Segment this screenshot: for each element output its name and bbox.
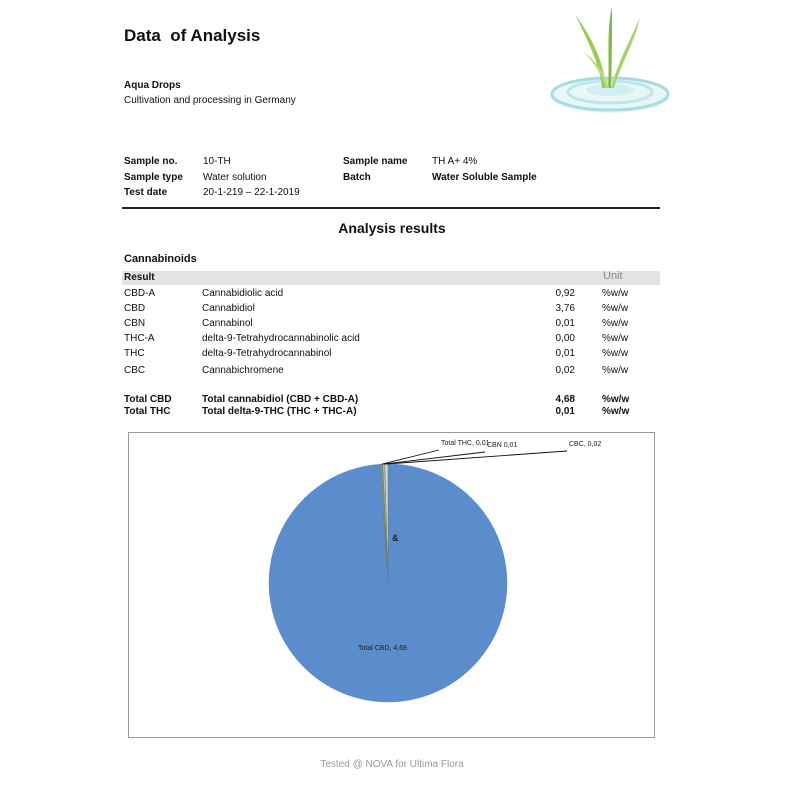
company-subtitle: Cultivation and processing in Germany xyxy=(124,95,296,106)
batch-label: Batch xyxy=(343,172,371,183)
row-unit: %w/w xyxy=(602,318,629,329)
row-abbr: CBN xyxy=(124,318,146,329)
sample-no-label: Sample no. xyxy=(124,156,178,167)
sample-type-value: Water solution xyxy=(203,172,267,183)
sample-name-value: TH A+ 4% xyxy=(432,156,478,167)
table-row xyxy=(0,318,800,333)
footer-text: Tested @ NOVA for Ultima Flora xyxy=(320,759,464,770)
row-name: Cannabidiol xyxy=(202,303,255,314)
table-row xyxy=(0,365,800,380)
table-row xyxy=(0,333,800,348)
row-abbr: CBD xyxy=(124,303,146,314)
row-unit: %w/w xyxy=(602,303,629,314)
row-unit: %w/w xyxy=(602,365,629,376)
analysis-title: Analysis results xyxy=(338,220,446,236)
sample-no-value: 10-TH xyxy=(203,156,231,167)
test-date-label: Test date xyxy=(124,187,168,198)
batch-value: Water Soluble Sample xyxy=(432,172,537,183)
aqua-drops-logo-icon xyxy=(548,4,678,119)
total-value: 0,01 xyxy=(555,406,575,417)
row-unit: %w/w xyxy=(602,333,629,344)
sample-name-label: Sample name xyxy=(343,156,408,167)
data-label-total-thc: Total THC, 0,01 xyxy=(441,440,490,447)
sample-type-label: Sample type xyxy=(124,172,183,183)
result-header: Result xyxy=(124,272,155,283)
row-name: delta-9-Tetrahydrocannabinol xyxy=(202,348,332,359)
total-name: Total delta-9-THC (THC + THC-A) xyxy=(202,406,357,417)
result-header-bar xyxy=(122,271,660,285)
row-abbr: CBD-A xyxy=(124,288,156,299)
table-row xyxy=(0,348,800,363)
total-value: 4,68 xyxy=(555,394,575,405)
row-name: Cannabinol xyxy=(202,318,253,329)
chart-frame xyxy=(128,432,655,738)
data-label-cbc: CBC, 0,02 xyxy=(569,441,602,448)
data-label-cbn: CBN 0,01 xyxy=(487,442,518,449)
total-unit: %w/w xyxy=(602,406,630,417)
row-name: Cannabidiolic acid xyxy=(202,288,284,299)
row-value: 0,01 xyxy=(555,318,575,329)
total-name: Total cannabidiol (CBD + CBD-A) xyxy=(202,394,359,405)
section-divider xyxy=(122,207,660,209)
total-unit: %w/w xyxy=(602,394,630,405)
table-row xyxy=(0,303,800,318)
row-value: 0,00 xyxy=(555,333,575,344)
test-date-value: 20-1-219 – 22-1-2019 xyxy=(203,187,300,198)
unit-header: Unit xyxy=(603,270,623,282)
data-label-total-cbd: Total CBD, 4,68 xyxy=(358,645,408,652)
pie-chart xyxy=(129,433,654,737)
row-abbr: CBC xyxy=(124,365,146,376)
row-value: 0,01 xyxy=(555,348,575,359)
row-value: 3,76 xyxy=(555,303,575,314)
chart-stray-marker: & xyxy=(392,533,399,543)
row-name: delta-9-Tetrahydrocannabinolic acid xyxy=(202,333,360,344)
row-abbr: THC xyxy=(124,348,145,359)
row-unit: %w/w xyxy=(602,288,629,299)
total-abbr: Total THC xyxy=(124,406,171,417)
section-heading: Cannabinoids xyxy=(124,253,197,265)
total-row xyxy=(0,406,800,421)
row-abbr: THC-A xyxy=(124,333,155,344)
row-unit: %w/w xyxy=(602,348,629,359)
company-name: Aqua Drops xyxy=(124,80,181,91)
table-row xyxy=(0,288,800,303)
row-value: 0,92 xyxy=(555,288,575,299)
row-name: Cannabichromene xyxy=(202,365,284,376)
page-title: Data of Analysis xyxy=(124,26,261,45)
row-value: 0,02 xyxy=(555,365,575,376)
total-abbr: Total CBD xyxy=(124,394,172,405)
